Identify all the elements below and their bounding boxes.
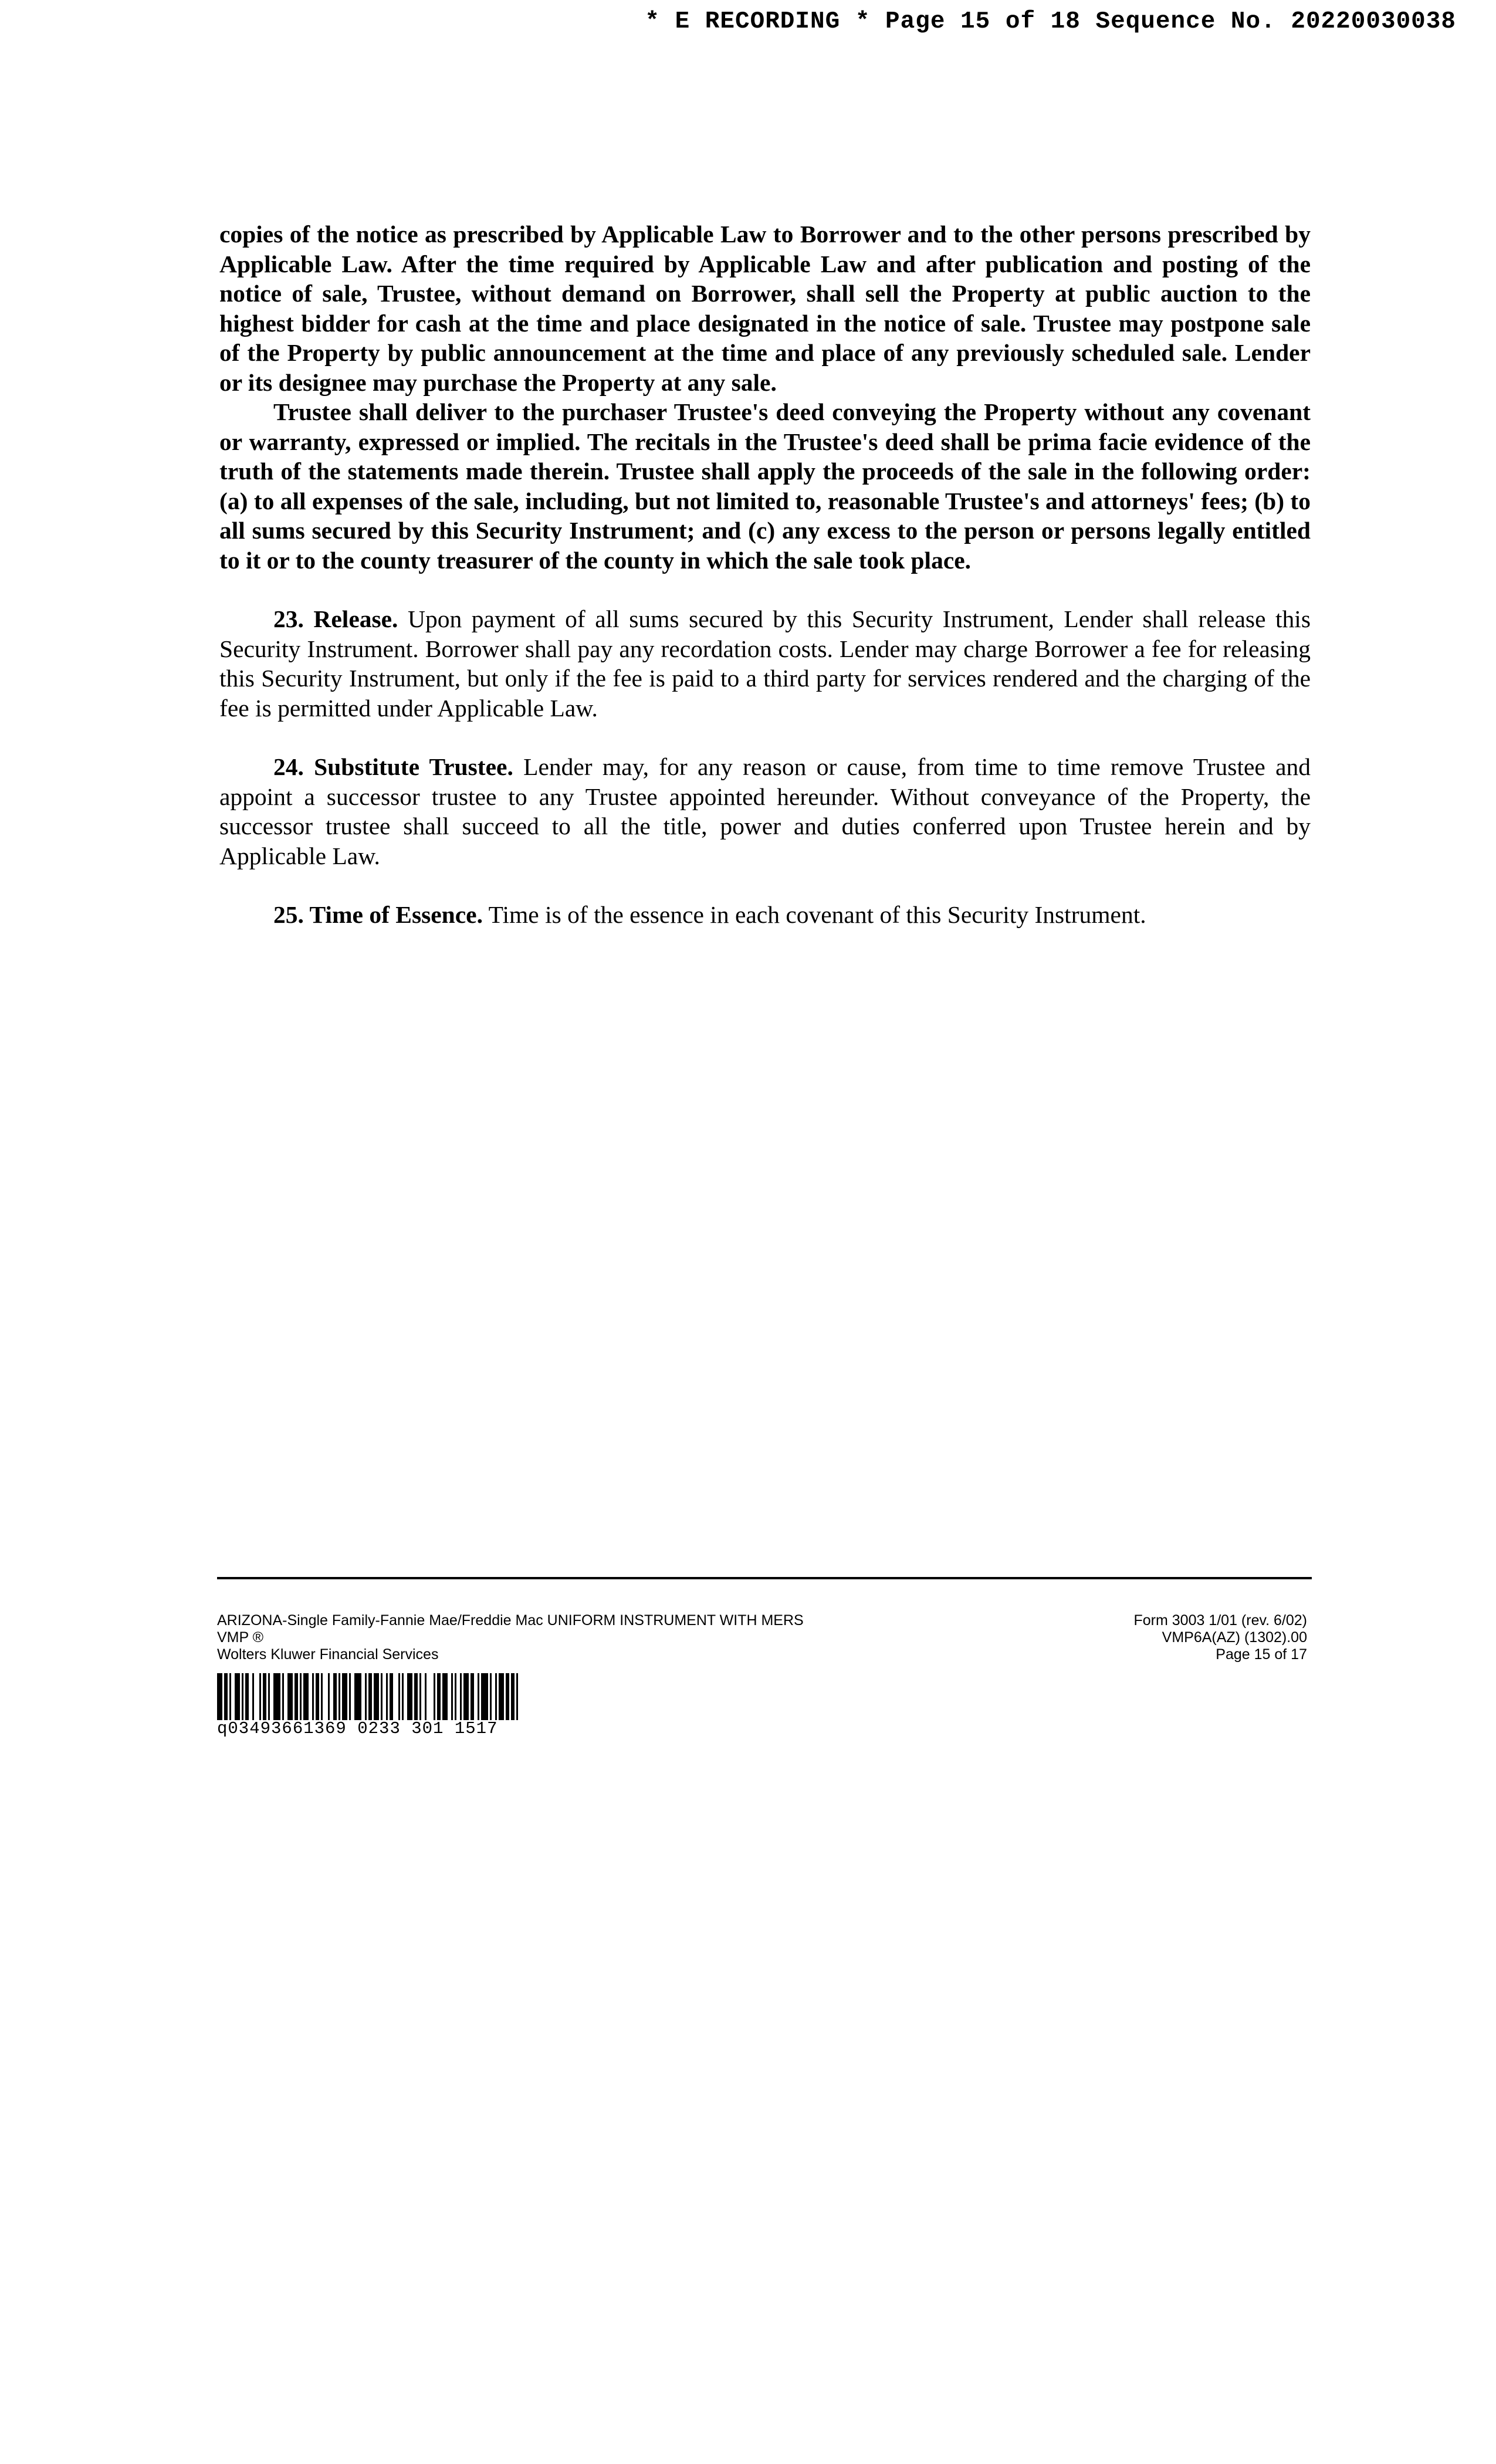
barcode-bar — [316, 1673, 319, 1720]
vmp-mark: VMP ® — [217, 1629, 264, 1646]
barcode-bar — [398, 1673, 400, 1720]
barcode-bar — [245, 1673, 249, 1720]
barcode-bar — [381, 1673, 383, 1720]
footer-divider — [217, 1577, 1312, 1579]
barcode-bar — [463, 1673, 469, 1720]
trustee-deed-paragraph: Trustee shall deliver to the purchaser Trustee's deed conveying the Property without any covenant or warranty, expressed or implied. The recitals in the Trustee's deed shall be prima facie evidence of the truth of the statements made therein. Trustee shall apply the proceeds of the sale in the following order: (a) to all expenses of the sale, including, but not limited to, reasonable Trustee's and attorneys' fees; (b) to all sums secured by this Security Instrument; and (c) any excess to the person or persons legally entitled to it or to the county treasurer of the county in which the sale took place. — [219, 398, 1311, 574]
document-body — [219, 219, 1311, 930]
sale-notice-paragraph: copies of the notice as prescribed by Applicable Law to Borrower and to the other persons prescribed by Applicable Law. After the time required by Applicable Law and after publication and posting of the notice of sale, Trustee, without demand on Borrower, shall sell the Property at public auction to the highest bidder for cash at the time and place designated in the notice of sale. Trustee may postpone sale of the Property by public announcement at the time and place of any previously scheduled sale. Lender or its designee may purchase the Property at any sale. — [219, 221, 1311, 396]
footer-form-info — [217, 1612, 804, 1663]
section-title: 23. Release. — [273, 605, 398, 632]
barcode-bar — [321, 1673, 323, 1720]
barcode-bar — [224, 1673, 228, 1720]
barcode-bar — [217, 1673, 222, 1720]
barcode-bar — [490, 1673, 492, 1720]
form-title: ARIZONA-Single Family-Fannie Mae/Freddie Mac UNIFORM INSTRUMENT WITH MERS — [217, 1612, 804, 1629]
barcode-bar — [229, 1673, 231, 1720]
barcode-bar — [499, 1673, 504, 1720]
barcode-bar — [425, 1673, 427, 1720]
barcode-bar — [263, 1673, 266, 1720]
barcode-bar — [312, 1673, 314, 1720]
barcode-bar — [511, 1673, 515, 1720]
barcode-bar — [333, 1673, 337, 1720]
barcode-bar — [374, 1673, 379, 1720]
barcode-bar — [273, 1673, 280, 1720]
barcode-bar — [437, 1673, 441, 1720]
barcode-bar — [252, 1673, 254, 1720]
barcode-bar — [506, 1673, 509, 1720]
publisher-name: Wolters Kluwer Financial Services — [217, 1646, 439, 1663]
form-page-number: Page 15 of 17 — [1216, 1646, 1307, 1663]
barcode-bar — [442, 1673, 448, 1720]
barcode-bar — [339, 1673, 340, 1720]
barcode-bar — [282, 1673, 284, 1720]
section-substitute-trustee — [219, 752, 1311, 871]
barcode-bar — [402, 1673, 404, 1720]
barcode-bar — [455, 1673, 456, 1720]
barcode-bar — [328, 1673, 330, 1720]
barcode-bar — [481, 1673, 488, 1720]
barcode-bar — [407, 1673, 412, 1720]
barcode-bar — [268, 1673, 270, 1720]
recording-header: * E RECORDING * Page 15 of 18 Sequence No. 20220030038 — [645, 8, 1456, 35]
barcode-bar — [368, 1673, 372, 1720]
barcode-bar — [300, 1673, 302, 1720]
section-text: Lender may, for any reason or cause, from time to time remove Trustee and appoint a successor trustee to any Trustee appointed hereunder. Without conveyance of the Property, the successor trustee shall succeed to all the title, power and duties conferred upon Trustee herein and by Applicable Law. — [219, 753, 1311, 869]
barcode-number: q03493661369 0233 301 1517 — [217, 1719, 498, 1738]
barcode — [217, 1673, 644, 1720]
barcode-bar — [349, 1673, 351, 1720]
barcode-bar — [390, 1673, 393, 1720]
barcode-bar — [495, 1673, 497, 1720]
barcode-bar — [365, 1673, 367, 1720]
barcode-bar — [471, 1673, 474, 1720]
barcode-bar — [295, 1673, 298, 1720]
vmp-code: VMP6A(AZ) (1302).00 — [1162, 1629, 1307, 1646]
footer-form-number — [1133, 1612, 1307, 1663]
section-text: Time is of the essence in each covenant of this Security Instrument. — [488, 901, 1146, 928]
barcode-bar — [342, 1673, 347, 1720]
barcode-bar — [478, 1673, 479, 1720]
barcode-bar — [451, 1673, 453, 1720]
barcode-bar — [434, 1673, 435, 1720]
barcode-bar — [516, 1673, 518, 1720]
barcode-bar — [419, 1673, 421, 1720]
barcode-bar — [259, 1673, 261, 1720]
barcode-bar — [460, 1673, 462, 1720]
barcode-bar — [386, 1673, 388, 1720]
barcode-bar — [354, 1673, 361, 1720]
form-number: Form 3003 1/01 (rev. 6/02) — [1133, 1612, 1307, 1629]
barcode-bar — [414, 1673, 418, 1720]
section-title: 24. Substitute Trustee. — [273, 753, 513, 780]
section-time-of-essence — [219, 900, 1311, 930]
barcode-bar — [235, 1673, 240, 1720]
section-text: Upon payment of all sums secured by this Security Instrument, Lender shall release this Security Instrument. Borrower shall pay any recordation costs. Lender may charge Borrower a fee for releasing this Security Instrument, but only if the fee is paid to a third party for services rendered and the charging of the fee is permitted under Applicable Law. — [219, 605, 1311, 722]
section-title: 25. Time of Essence. — [273, 901, 483, 928]
barcode-bar — [303, 1673, 309, 1720]
barcode-bar — [242, 1673, 243, 1720]
section-release — [219, 604, 1311, 723]
barcode-bar — [287, 1673, 293, 1720]
